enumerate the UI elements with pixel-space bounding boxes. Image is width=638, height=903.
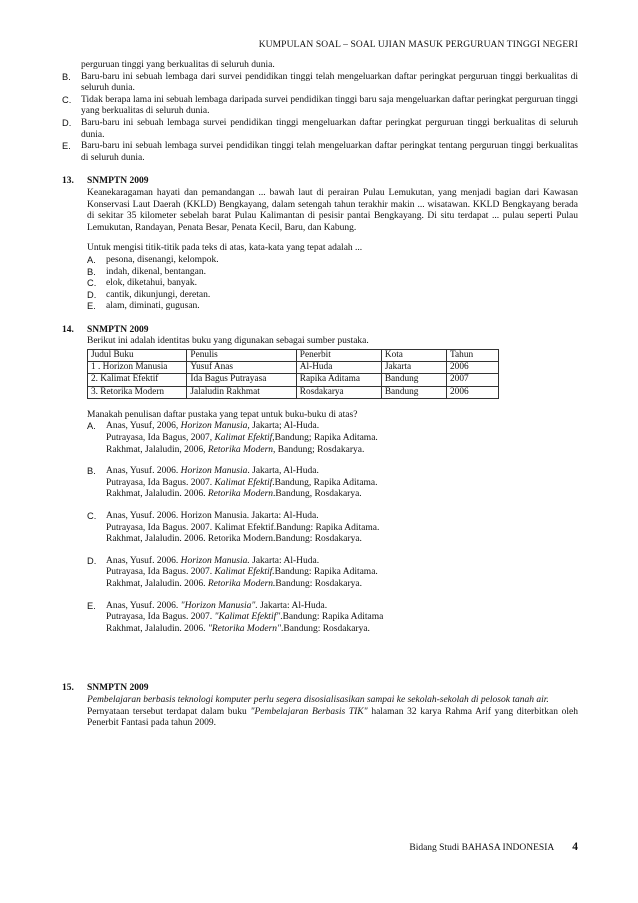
option-letter: B. [87, 266, 96, 277]
footer-subject: Bidang Studi BAHASA INDONESIA [409, 843, 555, 853]
answer-option[interactable] [87, 466, 578, 501]
citation-line [106, 466, 578, 478]
option-text [106, 601, 578, 636]
citation-text: .Bandung: Rosdakarya. [281, 623, 370, 634]
citation-text: Jakarta: Al-Huda. [257, 600, 328, 611]
citation-title: Kalimat Efektif [214, 433, 273, 444]
answer-option[interactable] [62, 141, 578, 164]
option-text [106, 556, 578, 591]
question-prompt: Untuk mengisi titik-titik pada teks di atas, kata-kata yang tepat adalah ... [87, 243, 363, 254]
table-cell: Rosdakarya [296, 386, 381, 398]
citation-text: Rakhmat, Jalaludin. 2006. [106, 623, 208, 634]
option-text: Tidak berapa lama ini sebuah lembaga daripada survei pendidikan tinggi baru saja mengeluarkan daftar peringkat perguruan tinggi yang berkualitas di seluruh dunia. [81, 94, 578, 117]
option-text: cantik, dikunjungi, deretan. [106, 289, 211, 300]
table-header-row [88, 350, 499, 362]
option-text [106, 466, 578, 501]
question-number: 15. [62, 683, 74, 694]
citation-line [106, 579, 578, 591]
question-intro: Berikut ini adalah identitas buku yang digunakan sebagai sumber pustaka. [87, 336, 369, 347]
option-letter: A. [87, 421, 96, 432]
page-content [62, 60, 578, 730]
question-number: 13. [62, 176, 74, 187]
answer-option[interactable] [87, 556, 578, 591]
question-source: SNMPTN 2009 [87, 683, 149, 694]
option-text: elok, diketahui, banyak. [106, 278, 198, 289]
answer-option[interactable] [62, 95, 578, 118]
citation-text: ,Bandung; Rapika Aditama. [272, 433, 378, 444]
citation-text: . Jakarta, Al-Huda. [247, 466, 319, 477]
citation-text: Anas, Yusuf, 2006, [106, 421, 181, 432]
table-cell: Ida Bagus Putrayasa [187, 374, 296, 386]
citation-text: Anas, Yusuf. 2006. [106, 555, 181, 566]
citation-title: Kalimat Efektif [214, 477, 273, 488]
table-row [88, 362, 499, 374]
table-header: Kota [381, 350, 446, 362]
table-row [88, 386, 499, 398]
option-letter: E. [87, 600, 96, 611]
citation-line [106, 489, 578, 501]
table-header: Penerbit [296, 350, 381, 362]
table-cell: Jalaludin Rakhmat [187, 386, 296, 398]
option-text: alam, diminati, gugusan. [106, 301, 200, 312]
citation-text: Jakarta: Al-Huda. [249, 555, 320, 566]
option-text [106, 511, 578, 546]
question-source: SNMPTN 2009 [87, 324, 149, 335]
option-letter: D. [62, 117, 72, 128]
question-passage: Keanekaragaman hayati dan pemandangan ... bawah laut di perairan Pulau Lemukutan, yang menjadi bagian dari Kawasan Konservasi Laut Daerah (KKLD) Bengkayang, dalam setengah tahun terakhir makin ... wisatawan. KKLD Bengkayang berada di sekitar 35 kilometer sebelah barat Pulau Kalimantan di pesisir pantai Bengkayang. Di situ terdapat ... pulau seperti Pulau Lemukutan, Randayan, Penata Besar, Penata Kecil, Baru, dan Kabung. [87, 187, 578, 233]
statement-text: halaman 32 karya Rahma Arif yang diterbitkan oleh Penerbit Fantasi pada tahun 2009. [87, 706, 578, 729]
page-header: KUMPULAN SOAL – SOAL UJIAN MASUK PERGURUAN TINGGI NEGERI [258, 40, 578, 50]
question-14 [62, 325, 578, 636]
page-number: 4 [572, 841, 578, 853]
citation-text: Putrayasa, Ida Bagus. 2007. [106, 477, 215, 488]
question-quote: Pembelajaran berbasis teknologi komputer perlu segera disosialisasikan sampai ke sekolah-sekolah di pelosok tanah air. [87, 694, 549, 705]
option-letter: C. [87, 278, 97, 289]
answer-option[interactable] [87, 267, 578, 279]
table-row [88, 374, 499, 386]
answer-option[interactable] [62, 72, 578, 95]
citation-text: .Bandung, Rapika Aditama. [272, 477, 378, 488]
citation-title: "Retorika Modern" [207, 623, 282, 634]
citation-title: Retorika Modern. [207, 579, 276, 589]
option-letter: C. [62, 94, 72, 105]
citation-title: "Horizon Manusia". [180, 600, 258, 611]
question-number: 14. [62, 324, 74, 335]
table-cell: Bandung [381, 374, 446, 386]
citation-text: Bandung: Rapika Aditama. [274, 567, 378, 578]
citation-text: .Bandung: Rapika Aditama [280, 612, 384, 623]
question-source: SNMPTN 2009 [87, 176, 149, 187]
citation-text: , Jakarta; Al-Huda. [247, 421, 320, 432]
table-cell: 3. Retorika Modern [88, 386, 187, 398]
table-cell: Bandung [381, 386, 446, 398]
option-letter: A. [87, 254, 96, 265]
question-13 [62, 176, 578, 313]
citation-line [106, 567, 578, 579]
citation-title: Horizon Manusia [180, 466, 248, 477]
citation-line [106, 601, 578, 613]
citation-text: Anas, Yusuf. 2006. [106, 466, 181, 477]
citation-text: Anas, Yusuf. 2006. [106, 600, 181, 611]
table-header: Tahun [447, 350, 499, 362]
citation-text: Rakhmat, Jalaludin. 2006. [106, 579, 208, 589]
book-identity-table [87, 349, 499, 399]
prev-option-a-continuation: perguruan tinggi yang berkualitas di seluruh dunia. [81, 60, 275, 70]
answer-option[interactable] [87, 511, 578, 546]
citation-text: Rakhmat, Jalaludin. 2006. Retorika Modern.Bandung: Rosdakarya. [106, 534, 362, 545]
answer-option[interactable] [87, 421, 578, 456]
citation-line [106, 445, 578, 457]
citation-line [106, 612, 578, 624]
citation-line [106, 624, 578, 636]
citation-line [106, 433, 578, 445]
option-text [106, 421, 578, 456]
table-header: Judul Buku [88, 350, 187, 362]
answer-option[interactable] [87, 601, 578, 636]
option-text: Baru-baru ini sebuah lembaga survei pendidikan tinggi mengeluarkan daftar peringkat perguruan tinggi berkualitas di seluruh dunia. [81, 117, 578, 140]
citation-text: Putrayasa, Ida Bagus. 2007. [106, 567, 215, 578]
citation-text: Bandung: Rosdakarya. [275, 579, 362, 589]
table-cell: 2. Kalimat Efektif [88, 374, 187, 386]
citation-title: "Kalimat Efektif" [214, 612, 281, 623]
option-letter: E. [62, 141, 71, 152]
table-cell: Al-Huda [296, 362, 381, 374]
citation-text: Rakhmat, Jalaludin. 2006. [106, 489, 208, 500]
table-cell: 2006 [447, 362, 499, 374]
answer-option[interactable] [62, 118, 578, 141]
option-letter: C. [87, 511, 97, 522]
option-letter: E. [87, 301, 96, 312]
answer-option[interactable] [87, 255, 578, 267]
option-text: indah, dikenal, bentangan. [106, 266, 206, 277]
citation-text: Putrayasa, Ida Bagus. 2007. [106, 612, 215, 623]
question-statement [87, 707, 578, 730]
citation-text: , Bandung; Rosdakarya. [273, 444, 365, 455]
citation-title: Horizon Manusia. [180, 555, 250, 566]
citation-title: Horizon Manusia [180, 421, 248, 432]
answer-option[interactable] [87, 278, 578, 290]
citation-line [106, 556, 578, 568]
statement-text: Pernyataan tersebut terdapat dalam buku [87, 706, 251, 717]
question-prompt: Manakah penulisan daftar pustaka yang tepat untuk buku-buku di atas? [87, 409, 358, 420]
citation-line [106, 534, 578, 546]
citation-line [106, 421, 578, 433]
table-cell: 2006 [447, 386, 499, 398]
citation-title: Retorika Modern [207, 444, 274, 455]
citation-line [106, 511, 578, 523]
citation-line [106, 478, 578, 490]
option-text: Baru-baru ini sebuah lembaga dari survei pendidikan tinggi telah mengeluarkan daftar peringkat perguruan tinggi berkualitas di seluruh dunia. [81, 71, 578, 94]
q14-options [87, 421, 578, 635]
option-letter: D. [87, 289, 97, 300]
table-cell: 1 . Horizon Manusia [88, 362, 187, 374]
page-footer [409, 842, 578, 855]
option-letter: B. [62, 71, 71, 82]
table-header: Penulis [187, 350, 296, 362]
citation-text: Anas, Yusuf. 2006. Horizon Manusia. Jakarta: Al-Huda. [106, 511, 319, 522]
option-letter: D. [87, 555, 97, 566]
option-text: Baru-baru ini sebuah lembaga survei pendidikan tinggi telah mengeluarkan daftar peringkat tentang perguruan tinggi berkualitas di seluruh dunia. [81, 141, 578, 163]
citation-line [106, 523, 578, 535]
answer-option[interactable] [87, 301, 578, 313]
table-cell: Jakarta [381, 362, 446, 374]
statement-book-title: "Pembelajaran Berbasis TIK" [250, 706, 368, 717]
option-letter: B. [87, 466, 96, 477]
citation-title: Kalimat Efektif. [214, 567, 275, 578]
table-cell: Rapika Aditama [296, 374, 381, 386]
citation-text: .Bandung, Rosdakarya. [273, 489, 362, 500]
prev-options [62, 72, 578, 165]
table-cell: Yusuf Anas [187, 362, 296, 374]
option-text: pesona, disenangi, kelompok. [106, 254, 219, 265]
citation-title: Retorika Modern [207, 489, 274, 500]
answer-option[interactable] [87, 290, 578, 302]
question-15 [62, 683, 578, 729]
table-cell: 2007 [447, 374, 499, 386]
citation-text: Rakhmat, Jalaludin, 2006, [106, 444, 208, 455]
citation-text: Putrayasa, Ida Bagus, 2007, [106, 433, 215, 444]
citation-text: Putrayasa, Ida Bagus. 2007. Kalimat Efektif.Bandung: Rapika Aditama. [106, 522, 380, 533]
